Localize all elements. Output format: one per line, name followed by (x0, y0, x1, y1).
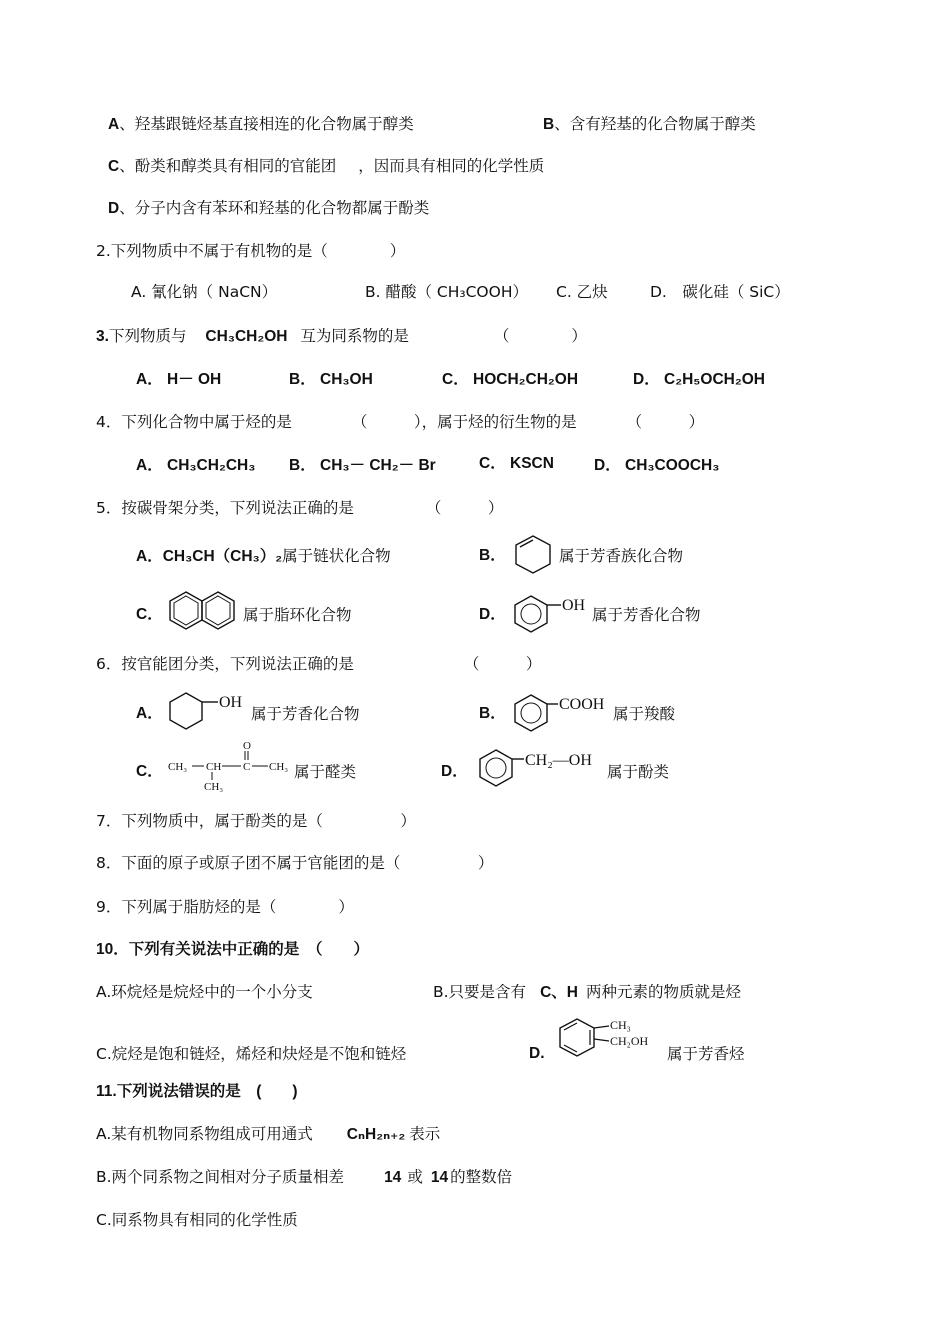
q5-option-d-label: D． (479, 606, 506, 623)
q7-stem: 7．下列物质中，属于酚类的是（ ） (96, 812, 416, 830)
methyl-label: CH₃ (610, 1018, 631, 1032)
phenol-structure (511, 592, 591, 636)
q11-option-b: B.两个同系物之间相对分子质量相差 14 或 14 的整数倍 (96, 1168, 513, 1186)
q10-option-a: A.环烷烃是烷烃中的一个小分支 (96, 983, 313, 1001)
phenol-oh-label: OH (562, 597, 586, 614)
benzyl-alcohol-group-label: CH₂—OH (525, 752, 592, 769)
q4-option-c: C． KSCN (479, 455, 554, 472)
q6-option-d-text: 属于酚类 (607, 763, 670, 781)
ketone-ch3-right: CH₃ (269, 761, 289, 773)
q4-option-a: A． CH₃CH₂CH₃ (136, 457, 256, 474)
q6-option-b-text: 属于羧酸 (613, 705, 676, 723)
q5-option-d-text: 属于芳香化合物 (592, 606, 701, 624)
q10-option-d-text: 属于芳香烃 (667, 1045, 745, 1063)
q6-option-d-label: D． (441, 763, 468, 780)
ketone-ch3-bottom: CH₃ (204, 781, 224, 793)
benzoic-acid-structure (511, 690, 615, 736)
q5-option-c-text: 属于脂环化合物 (243, 606, 352, 624)
q1-option-b: B、含有羟基的化合物属于醇类 (543, 115, 756, 133)
q10-stem: 10．下列有关说法中正确的是 （ ） (96, 941, 369, 958)
q2-stem: 2.下列物质中不属于有机物的是（ ） (96, 242, 406, 260)
cyclohexanol-structure (166, 688, 248, 734)
q10-option-c: C.烷烃是饱和链烃，烯烃和炔烃是不饱和链烃 (96, 1045, 407, 1063)
q2-option-b: B. 醋酸（ CH₃COOH） (365, 283, 528, 301)
q5-option-b-label: B． (479, 547, 506, 564)
ketone-o: O (243, 740, 251, 752)
ketone-ch: CH (206, 761, 222, 773)
q3-option-c: C． HOCH₂CH₂OH (442, 371, 579, 388)
q11-option-c: C.同系物具有相同的化学性质 (96, 1211, 298, 1229)
q2-option-d: D. 碳化硅（ SiC） (650, 283, 790, 301)
q4-option-b: B． CH₃－ CH₂－ Br (289, 457, 436, 474)
q1-option-d: D、分子内含有苯环和羟基的化合物都属于酚类 (108, 199, 430, 217)
q3-stem: 3.下列物质与 CH₃CH₂OH 互为同系物的是 （ ） (96, 327, 587, 345)
q4-stem: 4．下列化合物中属于烃的是 （ ），属于烃的衍生物的是 （ ） (96, 413, 705, 431)
q10-option-b: B.只要是含有 C、H 两种元素的物质就是烃 (433, 983, 741, 1001)
q3-option-d: D． C₂H₅OCH₂OH (633, 371, 765, 388)
ketone-ch3-left: CH₃ (168, 761, 188, 773)
q6-option-a-label: A． (136, 705, 163, 722)
q3-option-a: A． H－ OH (136, 371, 222, 388)
q6-option-b-label: B． (479, 705, 506, 722)
hydroxymethyl-label: CH₂OH (610, 1034, 649, 1048)
q1-option-c: C、酚类和醇类具有相同的官能团 ，因而具有相同的化学性质 (108, 157, 545, 175)
methylbenzyl-alcohol-structure (555, 1014, 667, 1062)
q5-option-a: A．CH₃CH（CH₃）₂属于链状化合物 (136, 547, 391, 565)
q6-option-a-text: 属于芳香化合物 (251, 705, 360, 723)
q5-stem: 5．按碳骨架分类，下列说法正确的是 （ ） (96, 499, 504, 517)
q10-option-d-label: D. (529, 1045, 545, 1062)
q5-option-c-label: C． (136, 606, 163, 623)
ketone-structure (166, 738, 296, 794)
q6-stem: 6．按官能团分类，下列说法正确的是 （ ） (96, 655, 542, 673)
q6-option-c-label: C． (136, 763, 163, 780)
benzyl-alcohol-structure (476, 744, 606, 792)
ketone-c: C (243, 761, 251, 773)
cyclohexanol-oh-label: OH (219, 694, 243, 711)
q3-option-b: B． CH₃OH (289, 371, 373, 388)
naphthalene-structure (168, 588, 240, 636)
q8-stem: 8．下面的原子或原子团不属于官能团的是（ ） (96, 854, 494, 872)
benzoic-acid-group-label: COOH (559, 696, 605, 713)
q5-option-b-text: 属于芳香族化合物 (559, 547, 684, 565)
q11-stem: 11.下列说法错误的是 ( ) (96, 1083, 298, 1100)
q11-option-a: A.某有机物同系物组成可用通式 CₙH₂ₙ₊₂ 表示 (96, 1125, 441, 1143)
q6-option-c-text: 属于醛类 (294, 763, 357, 781)
q9-stem: 9．下列属于脂肪烃的是（ ） (96, 898, 354, 916)
cyclohexene-structure (512, 532, 554, 576)
q2-option-a: A. 氰化钠（ NaCN） (131, 283, 278, 301)
q4-option-d: D． CH₃COOCH₃ (594, 457, 720, 474)
q1-option-a: A、羟基跟链烃基直接相连的化合物属于醇类 (108, 115, 414, 133)
q2-option-c: C. 乙炔 (556, 283, 608, 301)
